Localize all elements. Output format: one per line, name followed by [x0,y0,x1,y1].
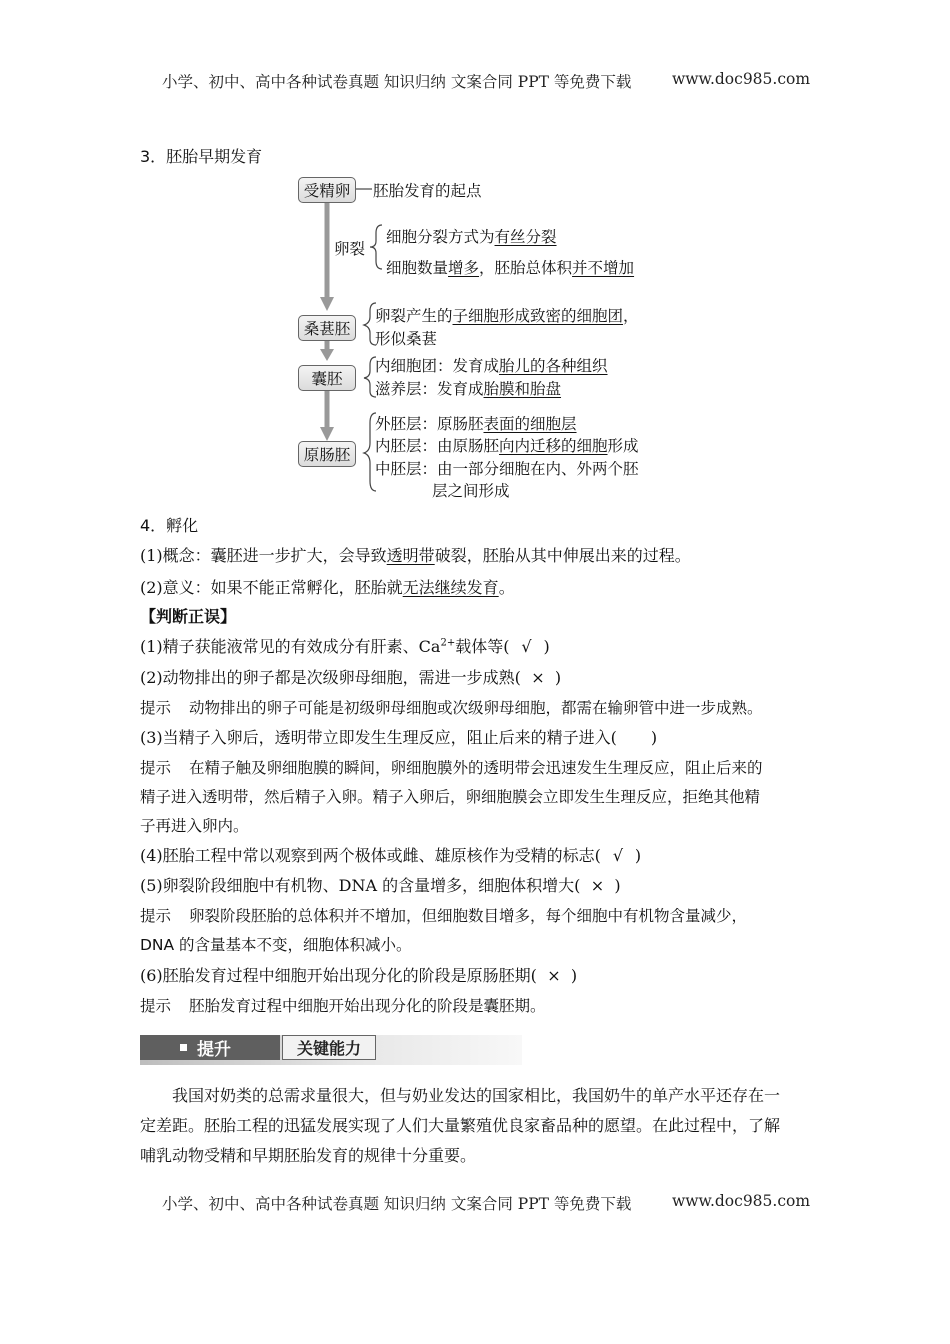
answer-mark: × [590,876,605,895]
header-site-link[interactable]: www.doc985.com [672,70,811,88]
question-3: (3)当精子入卵后，透明带立即发生生理反应，阻止后来的精子进入( ) [140,728,658,747]
answer-mark: × [547,966,561,985]
question-2: (2)动物排出的卵子都是次级卵母细胞，需进一步成熟( × ) [140,668,562,687]
section-title-hatching: 4．孵化 [140,516,199,535]
gastrula-line-3: 中胚层：由一部分细胞在内、外两个胚 [375,460,639,478]
hint-label: 提示 [140,907,172,925]
judge-heading: 【判断正误】 [140,607,237,626]
morula-line-1: 卵裂产生的子细胞形成致密的细胞团， [375,307,639,325]
cleavage-line-1: 细胞分裂方式为有丝分裂 [386,228,557,246]
section-title-embryo-development: 3．胚胎早期发育 [140,147,263,166]
hint-3-line-2: 精子进入透明带，然后精子入卵。精子入卵后，卵细胞膜会立即发生生理反应，拒绝其他精 [140,788,761,806]
question-5: (5)卵裂阶段细胞中有机物、DNA 的含量增多，细胞体积增大( × ) [140,876,621,895]
hint-5-line-1: 提示 卵裂阶段胚胎的总体积并不增加，但细胞数目增多，每个细胞中有机物含量减少， [140,907,748,925]
node-morula: 桑葚胚 [298,315,356,341]
hint-3-line-1: 提示 在精子触及卵细胞膜的瞬间，卵细胞膜外的透明带会迅速发生生理反应，阻止后来的 [140,759,763,777]
hint-label: 提示 [140,699,172,717]
square-bullet-icon [180,1044,187,1051]
paragraph-line-3: 哺乳动物受精和早期胚胎发育的规律十分重要。 [140,1146,477,1165]
hint-6: 提示 胚胎发育过程中细胞开始出现分化的阶段是囊胚期。 [140,997,546,1015]
answer-mark: × [531,668,545,687]
morula-line-2: 形似桑葚 [375,330,438,348]
zygote-description: 胚胎发育的起点 [373,182,482,200]
header-text: 小学、初中、高中各种试卷真题 知识归纳 文案合同 PPT 等免费下载 [162,73,632,91]
paragraph-line-1: 我国对奶类的总需求量很大，但与奶业发达的国家相比，我国奶牛的单产水平还存在一 [172,1086,781,1105]
answer-mark: √ [612,846,624,865]
cleavage-line-2: 细胞数量增多，胚胎总体积并不增加 [386,259,635,277]
banner-light-tab: 关键能力 [282,1035,376,1060]
gastrula-line-2: 内胚层：由原肠胚向内迁移的细胞形成 [375,437,639,455]
hint-3-line-3: 子再进入卵内。 [140,817,249,835]
question-6: (6)胚胎发育过程中细胞开始出现分化的阶段是原肠胚期( × ) [140,966,578,985]
hint-label: 提示 [140,759,172,777]
hint-label: 提示 [140,997,172,1015]
banner-dark-tab: 提升 [140,1035,280,1060]
node-zygote: 受精卵 [298,177,356,203]
hatching-meaning: (2)意义：如果不能正常孵化，胚胎就无法继续发育。 [140,578,515,597]
footer-text: 小学、初中、高中各种试卷真题 知识归纳 文案合同 PPT 等免费下载 [162,1195,632,1213]
cleavage-label: 卵裂 [334,240,366,258]
answer-mark: √ [521,637,532,656]
hatching-concept: (1)概念：囊胚进一步扩大，会导致透明带破裂，胚胎从其中伸展出来的过程。 [140,546,691,565]
footer-site-link[interactable]: www.doc985.com [672,1192,811,1210]
gastrula-line-1: 外胚层：原肠胚表面的细胞层 [375,415,577,433]
hint-5-line-2: DNA 的含量基本不变，细胞体积减小。 [140,936,412,954]
node-gastrula: 原肠胚 [298,441,356,467]
gastrula-line-4: 层之间形成 [432,482,510,500]
hint-2: 提示 动物排出的卵子可能是初级卵母细胞或次级卵母细胞，都需在输卵管中进一步成熟。 [140,699,763,717]
question-4: (4)胚胎工程中常以观察到两个极体或雌、雄原核作为受精的标志( √ ) [140,846,642,865]
question-1: (1)精子获能液常见的有效成分有肝素、$Ca^{2+}$载体等( √ ) [140,637,550,656]
paragraph-line-2: 定差距。胚胎工程的迅猛发展实现了人们大量繁殖优良家畜品种的愿望。在此过程中，了解 [140,1116,781,1135]
blastocyst-line-2: 滋养层：发育成胎膜和胎盘 [375,380,562,398]
node-blastocyst: 囊胚 [298,365,356,391]
brace-cleavage [370,225,382,269]
blastocyst-line-1: 内细胞团：发育成胎儿的各种组织 [375,357,608,375]
